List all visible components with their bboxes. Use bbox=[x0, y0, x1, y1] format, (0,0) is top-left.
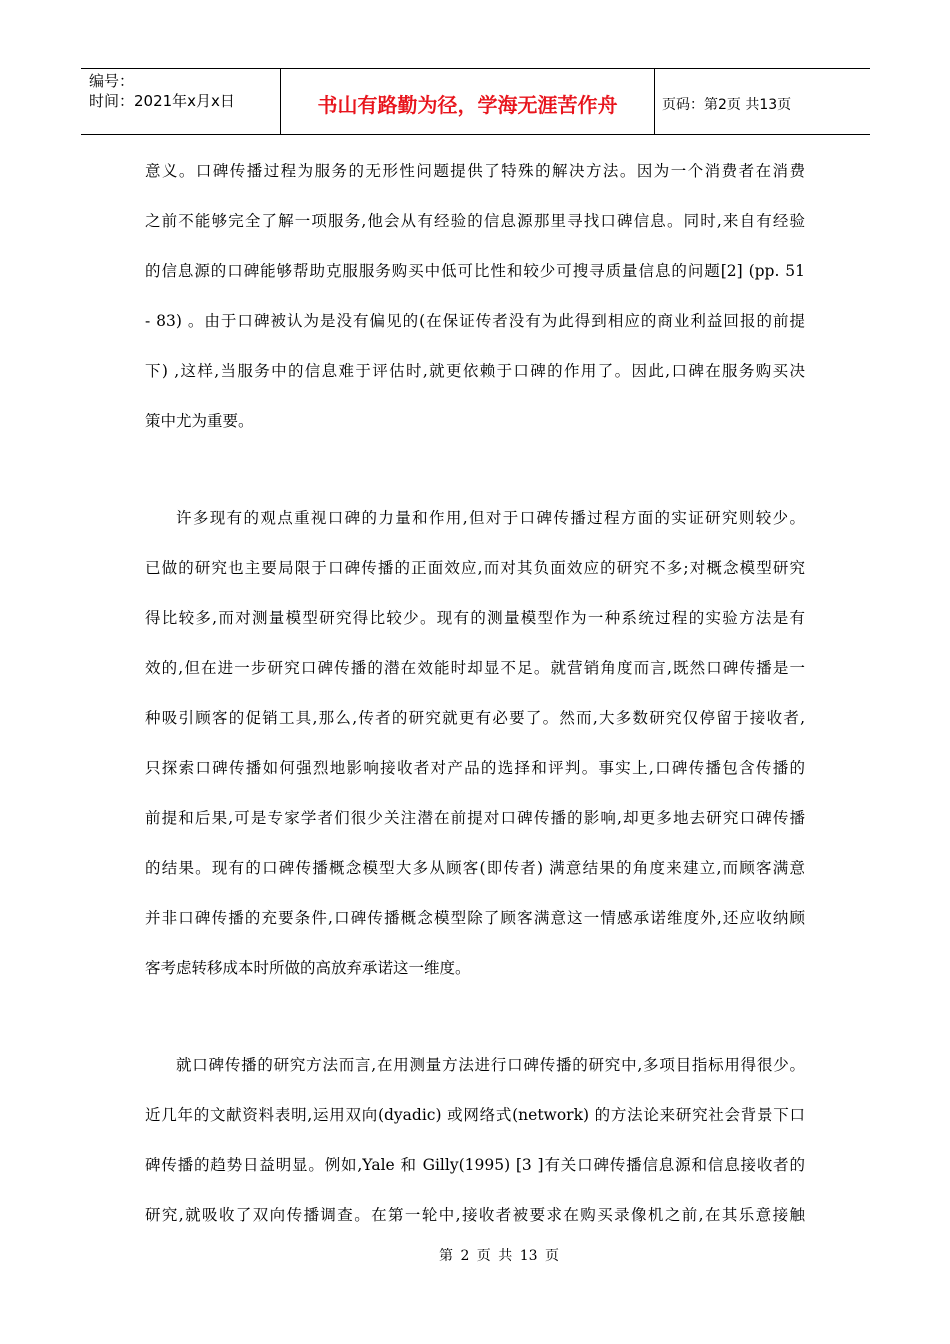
header-motto: 书山有路勤为径，学海无涯苦作舟 bbox=[281, 69, 655, 134]
text-line: 意义。口碑传播过程为服务的无形性问题提供了特殊的解决方法。因为一个消费者在消费 bbox=[145, 162, 805, 180]
document-body bbox=[145, 146, 805, 1240]
text-line: 的结果。现有的口碑传播概念模型大多从顾客(即传者) 满意结果的角度来建立,而顾客满意 bbox=[145, 859, 805, 877]
text-line: 效的,但在进一步研究口碑传播的潜在效能时却显不足。就营销角度而言,既然口碑传播是一 bbox=[145, 659, 805, 677]
text-line: 许多现有的观点重视口碑的力量和作用,但对于口碑传播过程方面的实证研究则较少。 bbox=[176, 509, 805, 527]
paragraph bbox=[145, 493, 805, 993]
header-page-code: 页码：第2页 共13页 bbox=[662, 96, 792, 113]
paragraph bbox=[145, 1040, 805, 1240]
text-line: 种吸引顾客的促销工具,那么,传者的研究就更有必要了。然而,大多数研究仅停留于接收者, bbox=[145, 709, 805, 727]
text-line: 并非口碑传播的充要条件,口碑传播概念模型除了顾客满意这一情感承诺维度外,还应收纳顾 bbox=[145, 909, 805, 927]
text-line: 近几年的文献资料表明,运用双向(dyadic) 或网络式(network) 的方法论来研究社会背景下口 bbox=[145, 1106, 805, 1124]
time-label: 时间：2021年x月x日 bbox=[89, 92, 235, 110]
text-line: 客考虑转移成本时所做的高放弃承诺这一维度。 bbox=[145, 959, 471, 977]
page-header bbox=[81, 68, 870, 135]
text-line: 研究,就吸收了双向传播调查。在第一轮中,接收者被要求在购买录像机之前,在其乐意接触 bbox=[145, 1206, 805, 1224]
text-line: 之前不能够完全了解一项服务,他会从有经验的信息源那里寻找口碑信息。同时,来自有经验 bbox=[145, 212, 805, 230]
text-line: 就口碑传播的研究方法而言,在用测量方法进行口碑传播的研究中,多项目指标用得很少。 bbox=[176, 1056, 805, 1074]
text-line: 碑传播的趋势日益明显。例如,Yale 和 Gilly(1995) [3 ]有关口碑传播信息源和信息接收者的 bbox=[145, 1156, 805, 1174]
header-meta bbox=[81, 69, 281, 134]
text-line: 得比较多,而对测量模型研究得比较少。现有的测量模型作为一种系统过程的实验方法是有 bbox=[145, 609, 805, 627]
text-line: 前提和后果,可是专家学者们很少关注潜在前提对口碑传播的影响,却更多地去研究口碑传播 bbox=[145, 809, 805, 827]
text-line: 下) ,这样,当服务中的信息难于评估时,就更依赖于口碑的作用了。因此,口碑在服务购买决 bbox=[145, 362, 805, 380]
text-line: 策中尤为重要。 bbox=[145, 412, 254, 430]
page-footer: 第 2 页 共 13 页 bbox=[439, 1248, 559, 1264]
text-line: - 83) 。由于口碑被认为是没有偏见的(在保证传者没有为此得到相应的商业利益回报的前提 bbox=[145, 312, 805, 330]
text-line: 的信息源的口碑能够帮助克服服务购买中低可比性和较少可搜寻质量信息的问题[2] (pp. 51 bbox=[145, 262, 805, 280]
text-line: 已做的研究也主要局限于口碑传播的正面效应,而对其负面效应的研究不多;对概念模型研究 bbox=[145, 559, 805, 577]
paragraph bbox=[145, 146, 805, 446]
text-line: 只探索口碑传播如何强烈地影响接收者对产品的选择和评判。事实上,口碑传播包含传播的 bbox=[145, 759, 805, 777]
serial-label: 编号： bbox=[89, 72, 135, 90]
